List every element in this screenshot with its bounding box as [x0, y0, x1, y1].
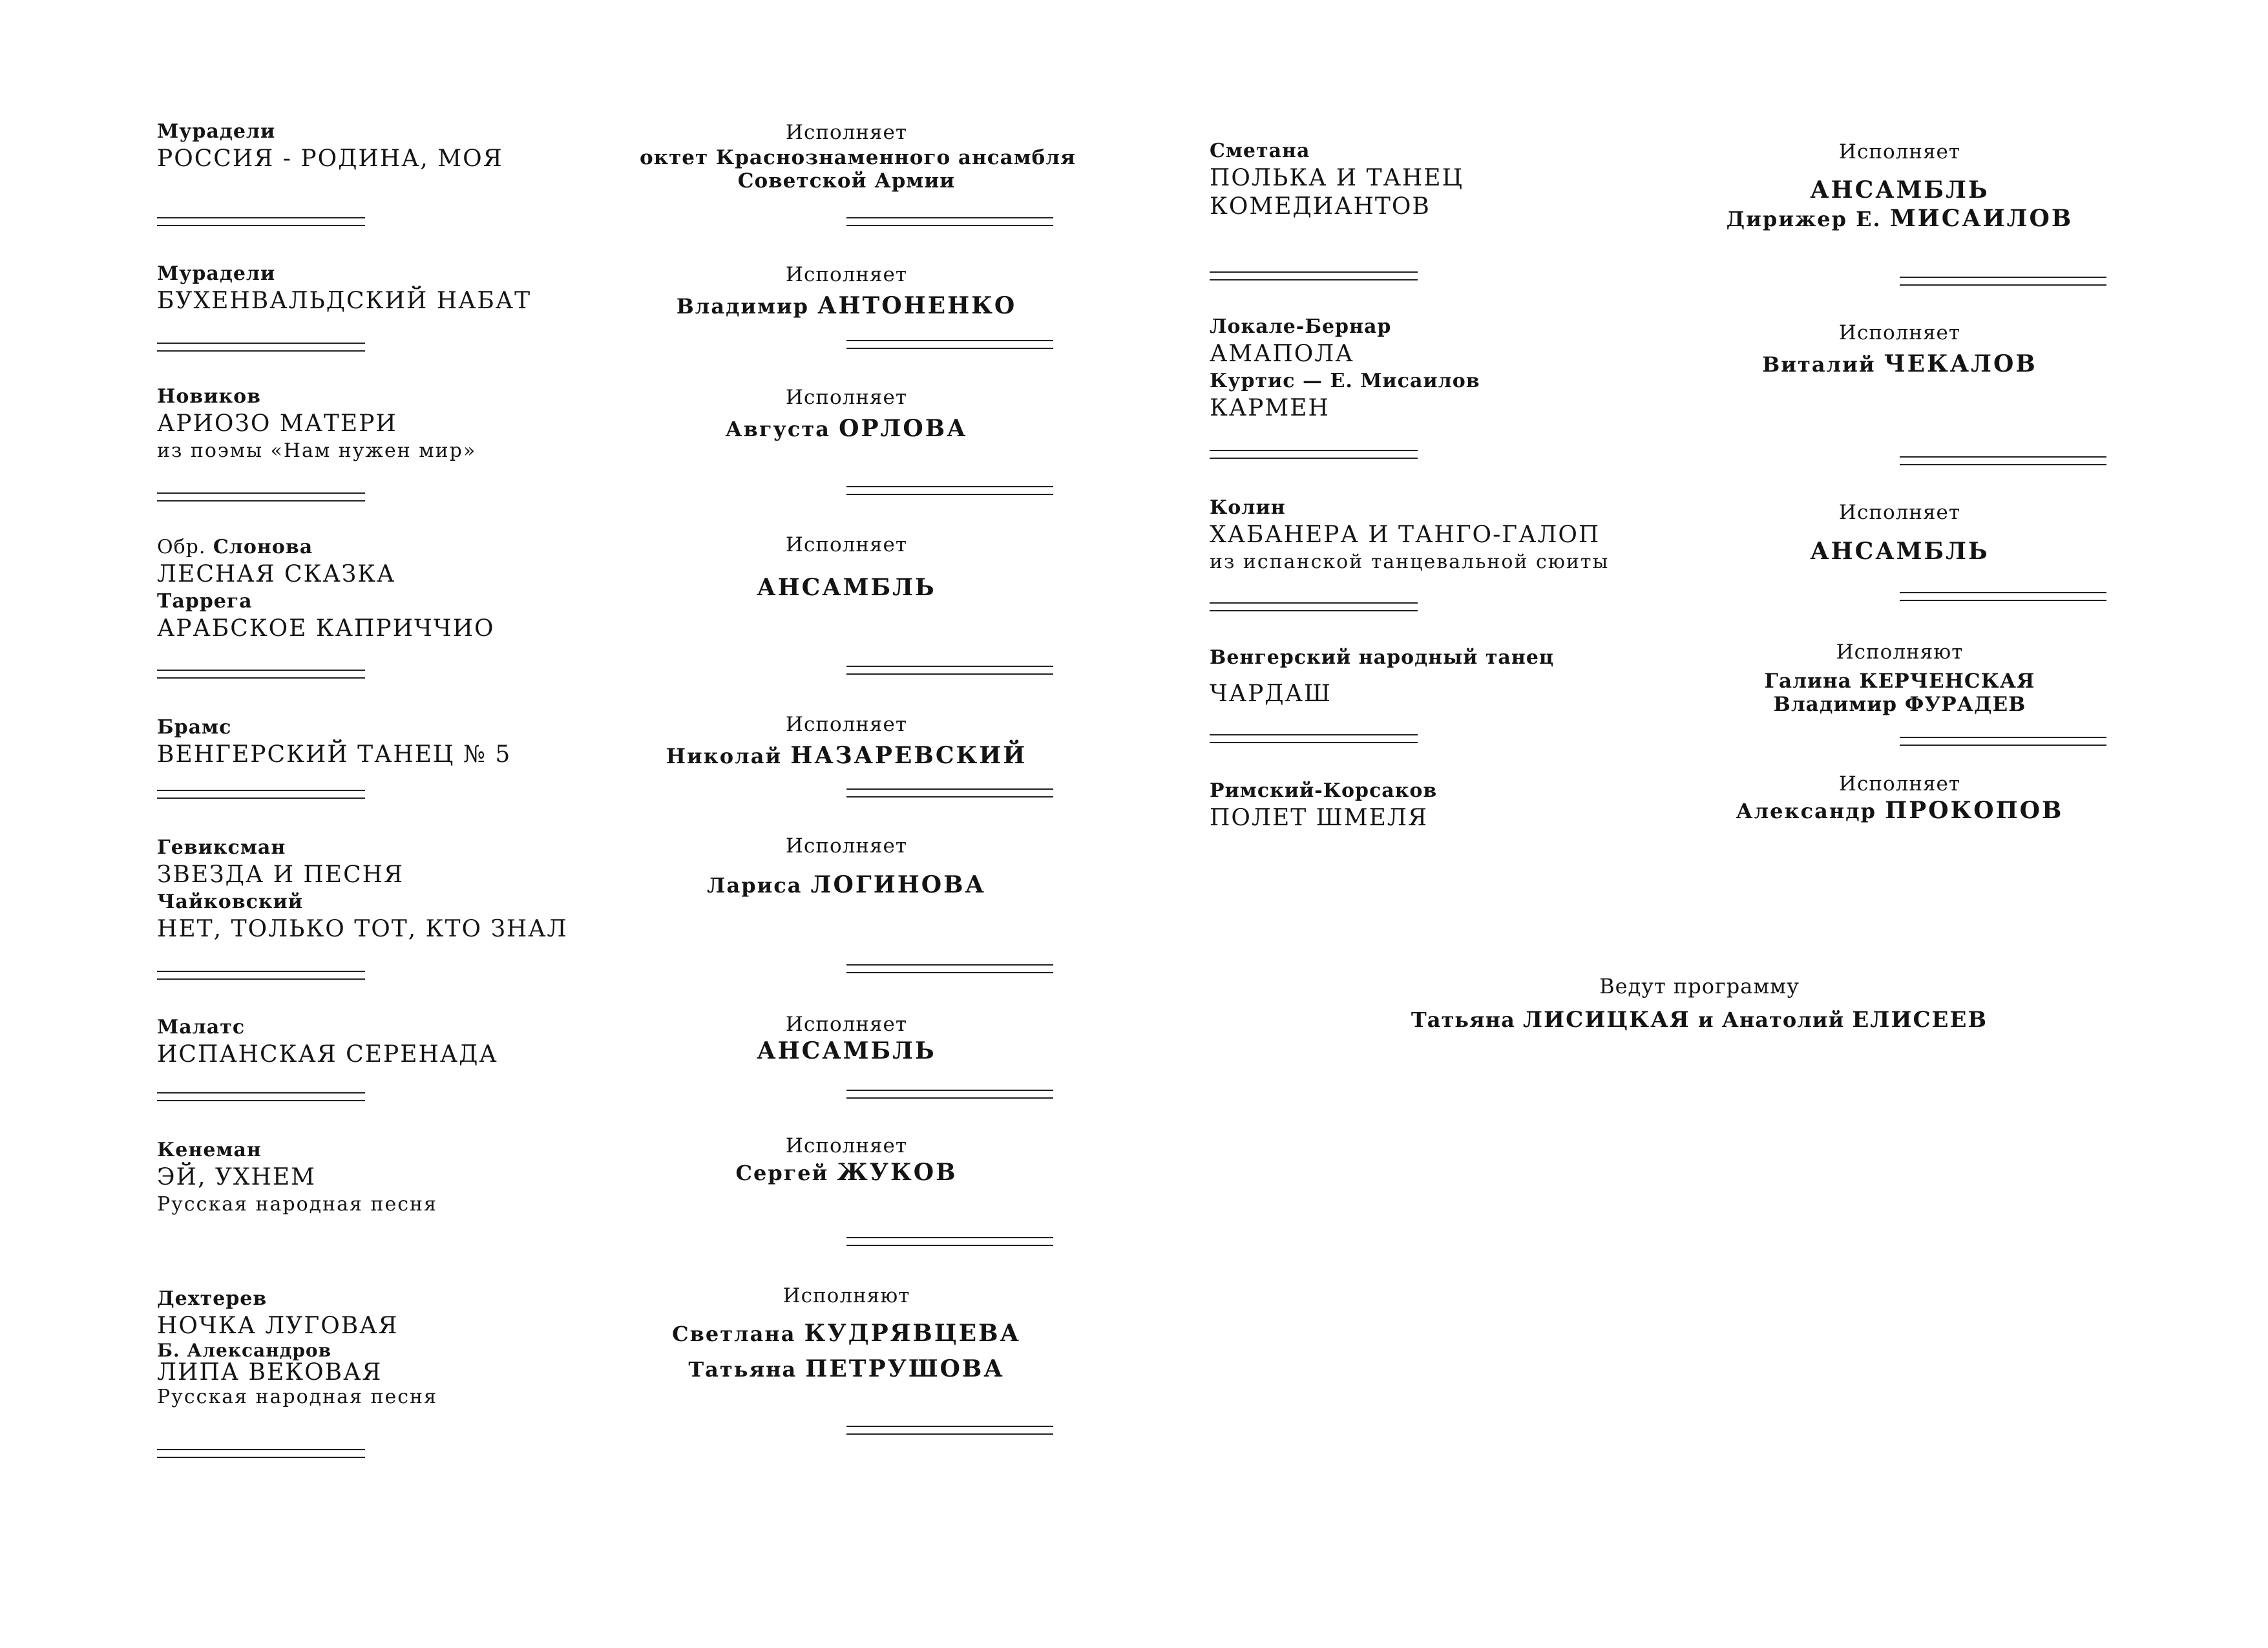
- performer-line: октет Краснознаменного ансамбля: [640, 146, 1076, 169]
- performer-label: Исполняет: [1838, 321, 1961, 344]
- separator-rule: [846, 964, 1053, 975]
- host-last-name: ЛИСИЦКАЯ: [1522, 1007, 1690, 1033]
- composer-name: Римский-Корсаков: [1210, 779, 1438, 802]
- performer-first-name: Владимир: [1773, 693, 1898, 716]
- performer-name: [1693, 670, 2106, 693]
- song-title: РОССИЯ - РОДИНА, МОЯ: [157, 145, 503, 172]
- hosts-names: [1344, 1002, 2055, 1038]
- performer-block-7: [640, 1011, 1053, 1064]
- performer-label: Исполняет: [1838, 140, 1961, 164]
- song-title: ХАБАНЕРА И ТАНГО-ГАЛОП: [1210, 522, 1601, 548]
- performer-name: [1693, 798, 2106, 824]
- performer-label: Исполняют: [1836, 640, 1964, 664]
- song-title: ПОЛЬКА И ТАНЕЦ: [1210, 165, 1464, 191]
- performer-block-r5: [1693, 770, 2106, 824]
- performer-last-name: КЕРЧЕНСКАЯ: [1859, 670, 2035, 693]
- program-item-6: [157, 835, 568, 944]
- separator-rule: [1210, 271, 1418, 282]
- performer-block-8: [640, 1132, 1053, 1186]
- song-title: ЧАРДАШ: [1210, 681, 1332, 707]
- host-first-name: Анатолий: [1721, 1008, 1845, 1032]
- hosts-conjunction: и: [1697, 1008, 1714, 1032]
- performer-last-name: НАЗАРЕВСКИЙ: [790, 742, 1027, 769]
- performer-name: [640, 1159, 1053, 1186]
- program-item-3: [157, 384, 476, 464]
- separator-rule: [1900, 737, 2106, 747]
- performer-last-name: ЛОГИНОВА: [810, 871, 986, 898]
- performer-block-r3: [1693, 499, 2106, 569]
- song-note: из поэмы «Нам нужен мир»: [157, 439, 477, 462]
- performer-block-r1: [1693, 138, 2106, 233]
- performer-name: [640, 867, 1053, 903]
- song-title: АРИОЗО МАТЕРИ: [157, 410, 397, 437]
- composer-name: Мурадели: [157, 120, 276, 143]
- performer-label: Исполняет: [785, 121, 908, 144]
- separator-rule: [157, 670, 365, 680]
- performer-block-4: [640, 531, 1053, 605]
- composer-surname: Слонова: [213, 536, 313, 558]
- performer-block-6: [640, 832, 1053, 903]
- performer-line: Советской Армии: [737, 169, 956, 193]
- performer-name: [640, 288, 1053, 324]
- separator-rule: [157, 343, 365, 353]
- performer-last-name: ПРОКОПОВ: [1885, 797, 2064, 824]
- performer-ensemble: АНСАМБЛЬ: [757, 1037, 936, 1064]
- performer-first-name: Владимир: [676, 294, 810, 319]
- performer-last-name: ЖУКОВ: [837, 1159, 958, 1186]
- program-item-r4: [1210, 645, 1554, 708]
- separator-rule: [157, 1449, 365, 1459]
- composer-name: Брамс: [157, 716, 232, 739]
- performer-name: [640, 1316, 1053, 1351]
- song-title: НЕТ, ТОЛЬКО ТОТ, КТО ЗНАЛ: [157, 916, 568, 942]
- performer-block-1: [640, 119, 1076, 193]
- conductor-initial: Е.: [1856, 207, 1882, 231]
- performer-name: [1693, 346, 2106, 382]
- program-item-r3: [1210, 495, 1609, 575]
- separator-rule: [1900, 592, 2106, 602]
- performer-last-name: ЧЕКАЛОВ: [1884, 350, 2037, 377]
- separator-rule: [157, 217, 365, 227]
- separator-rule: [157, 492, 365, 503]
- song-note: Русская народная песня: [157, 1193, 437, 1216]
- song-title: КАРМЕН: [1210, 395, 1330, 421]
- performer-label: Исполняет: [785, 834, 908, 858]
- performer-label: Исполняет: [785, 1013, 908, 1036]
- composer-name: Малатс: [157, 1016, 246, 1039]
- separator-rule: [846, 788, 1053, 799]
- performer-block-2: [640, 261, 1053, 324]
- separator-rule: [846, 1426, 1053, 1436]
- performer-last-name: ОРЛОВА: [839, 415, 968, 442]
- performer-last-name: ФУРАДЕВ: [1904, 693, 2026, 716]
- composer-name: Новиков: [157, 385, 261, 408]
- performer-last-name: ПЕТРУШОВА: [805, 1355, 1005, 1382]
- separator-rule: [846, 486, 1053, 496]
- performer-first-name: Галина: [1764, 670, 1852, 693]
- performer-first-name: Лариса: [707, 873, 803, 898]
- performer-label: Исполняет: [785, 263, 908, 286]
- separator-rule: [846, 1237, 1053, 1247]
- performer-last-name: АНТОНЕНКО: [817, 292, 1017, 319]
- song-title: НОЧКА ЛУГОВАЯ: [157, 1313, 399, 1339]
- song-title: БУХЕНВАЛЬДСКИЙ НАБАТ: [157, 288, 532, 314]
- composer-name: Колин: [1210, 496, 1286, 519]
- performer-label: Исполняет: [1838, 501, 1961, 524]
- performer-name: [1693, 693, 2106, 716]
- performer-block-9: [640, 1282, 1053, 1387]
- performer-first-name: Сергей: [735, 1161, 829, 1185]
- performer-label: Исполняет: [785, 533, 908, 556]
- composer-name: Гевиксман: [157, 836, 286, 859]
- performer-name: [640, 411, 1053, 447]
- separator-rule: [846, 340, 1053, 350]
- song-title: ЛЕСНАЯ СКАЗКА: [157, 561, 396, 587]
- separator-rule: [157, 971, 365, 981]
- performer-label: Исполняет: [785, 713, 908, 736]
- performer-label: Исполняет: [785, 386, 908, 409]
- separator-rule: [846, 217, 1053, 227]
- composer-name: Чайковский: [157, 891, 304, 913]
- composer-name: [157, 534, 495, 560]
- performer-ensemble: АНСАМБЛЬ: [1810, 538, 1990, 565]
- separator-rule: [846, 1090, 1053, 1100]
- performer-block-r2: [1693, 319, 2106, 382]
- performer-last-name: КУДРЯВЦЕВА: [804, 1320, 1021, 1347]
- song-title: ВЕНГЕРСКИЙ ТАНЕЦ № 5: [157, 741, 512, 768]
- program-item-8: [157, 1137, 437, 1218]
- performer-label: Исполняет: [785, 1134, 908, 1157]
- separator-rule: [1900, 277, 2106, 287]
- song-title: ЛИПА ВЕКОВАЯ: [157, 1359, 383, 1386]
- performer-block-5: [640, 711, 1053, 774]
- song-title-line2: КОМЕДИАНТОВ: [1210, 193, 1431, 220]
- song-title: ЗВЕЗДА И ПЕСНЯ: [157, 861, 404, 888]
- composer-name: Венгерский народный танец: [1210, 646, 1555, 669]
- composer-name: Мурадели: [157, 262, 276, 285]
- performer-first-name: Виталий: [1762, 352, 1876, 377]
- program-item-9: [157, 1286, 437, 1410]
- composer-name: Сметана: [1210, 140, 1310, 162]
- program-item-r1: [1210, 138, 1464, 221]
- conductor-line: [1693, 204, 2106, 233]
- performer-ensemble: АНСАМБЛЬ: [1810, 176, 1990, 204]
- composer-name: Локале-Бернар: [1210, 315, 1392, 338]
- performer-name: [640, 1351, 1053, 1387]
- program-hosts: [1344, 971, 2055, 1038]
- program-item-7: [157, 1015, 498, 1069]
- performer-block-3: [640, 384, 1053, 447]
- composer-prefix: Обр.: [157, 536, 206, 558]
- separator-rule: [157, 1092, 365, 1103]
- program-item-r5: [1210, 778, 1437, 832]
- performer-first-name: Николай: [666, 744, 782, 768]
- composer-name: Б. Александров: [157, 1340, 332, 1361]
- separator-rule: [1210, 450, 1418, 460]
- composer-name: Дехтерев: [157, 1287, 268, 1310]
- performer-first-name: Татьяна: [688, 1357, 797, 1382]
- song-title: АРАБСКОЕ КАПРИЧЧИО: [157, 615, 495, 642]
- performer-name: [640, 738, 1053, 774]
- program-item-r2: [1210, 314, 1480, 423]
- separator-rule: [846, 666, 1053, 676]
- performer-first-name: Александр: [1736, 799, 1876, 823]
- song-title: ЭЙ, УХНЕМ: [157, 1164, 317, 1190]
- program-item-4: [157, 534, 495, 643]
- song-note: из испанской танцевальной сюиты: [1210, 551, 1610, 573]
- host-last-name: ЕЛИСЕЕВ: [1852, 1007, 1988, 1033]
- song-title: АМАПОЛА: [1210, 341, 1354, 367]
- performer-first-name: Светлана: [672, 1322, 796, 1346]
- performer-first-name: Августа: [725, 417, 830, 441]
- composer-name: Кенеман: [157, 1139, 262, 1161]
- separator-rule: [157, 790, 365, 800]
- program-item-2: [157, 261, 531, 315]
- separator-rule: [1210, 734, 1418, 745]
- performer-label: Исполняют: [782, 1284, 910, 1307]
- program-item-1: [157, 119, 503, 173]
- separator-rule: [1900, 456, 2106, 467]
- hosts-label: Ведут программу: [1599, 974, 1800, 998]
- performer-block-r4: [1693, 639, 2106, 716]
- composer-name: Куртис — Е. Мисаилов: [1210, 370, 1480, 392]
- host-first-name: Татьяна: [1411, 1008, 1515, 1032]
- conductor-label: Дирижер: [1726, 207, 1848, 231]
- song-note: Русская народная песня: [157, 1386, 437, 1408]
- program-item-5: [157, 715, 511, 769]
- conductor-last-name: МИСАИЛОВ: [1889, 205, 2074, 232]
- performer-label: Исполняет: [1838, 772, 1961, 796]
- separator-rule: [1210, 602, 1418, 613]
- song-title: ПОЛЕТ ШМЕЛЯ: [1210, 805, 1429, 831]
- performer-ensemble: АНСАМБЛЬ: [757, 574, 936, 601]
- song-title: ИСПАНСКАЯ СЕРЕНАДА: [157, 1041, 498, 1068]
- composer-name: Таррега: [157, 590, 253, 613]
